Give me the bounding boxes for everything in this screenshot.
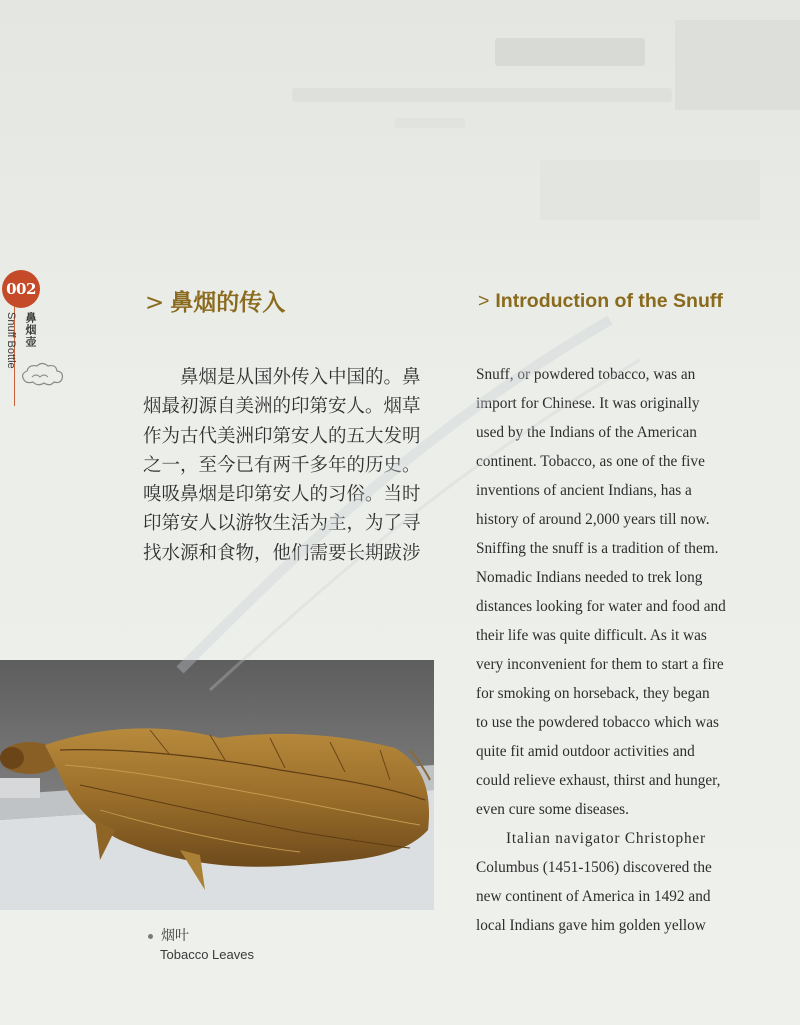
cn-paragraph-line: 找水源和食物，他们需要长期跋涉	[143, 542, 421, 564]
photo-caption-cn	[148, 925, 189, 945]
photo-caption-en: Tobacco Leaves	[160, 947, 254, 962]
cn-paragraph-line: 作为古代美洲印第安人的五大发明	[143, 425, 421, 447]
bullet-dot-icon	[148, 934, 153, 939]
caption-cn-text: 烟叶	[161, 928, 189, 944]
chinese-body-text	[143, 363, 438, 568]
english-section-heading	[478, 290, 723, 313]
en-paragraph-line: for smoking on horseback, they began	[476, 685, 710, 702]
cn-paragraph-line: 之一，至今已有两千多年的历史。	[143, 454, 421, 476]
book-title-en: Snuff Bottle	[5, 312, 17, 369]
tobacco-leaves-photo	[0, 660, 434, 910]
en-paragraph-line: could relieve exhaust, thirst and hunger,	[476, 772, 721, 789]
en-paragraph-line: their life was quite difficult. As it was	[476, 627, 707, 644]
chinese-heading-text: 鼻烟的传入	[170, 290, 286, 316]
bleed-through-text	[540, 160, 760, 220]
chevron-right-icon: >	[478, 290, 490, 312]
english-body-text	[476, 360, 766, 940]
en-paragraph-line: to use the powdered tobacco which was	[476, 714, 719, 731]
en-paragraph-line: inventions of ancient Indians, has a	[476, 482, 692, 499]
en-paragraph-line: distances looking for water and food and	[476, 598, 726, 615]
english-heading-text: Introduction of the Snuff	[495, 290, 723, 312]
en-paragraph-line: Snuff, or powdered tobacco, was an	[476, 366, 696, 383]
en-paragraph-line: quite fit amid outdoor activities and	[476, 743, 695, 760]
cn-paragraph-line: 烟最初源自美洲的印第安人。烟草	[143, 396, 421, 418]
cn-paragraph-line: 印第安人以游牧生活为主，为了寻	[143, 513, 421, 535]
bleed-through-line	[395, 118, 465, 128]
en-paragraph-line: Columbus (1451-1506) discovered the	[476, 859, 712, 876]
chinese-section-heading	[145, 284, 285, 317]
page-number-badge: 002	[2, 270, 40, 308]
en-paragraph-line: even cure some diseases.	[476, 801, 629, 818]
en-paragraph-line: history of around 2,000 years till now.	[476, 511, 710, 528]
en-paragraph-line: new continent of America in 1492 and	[476, 888, 711, 905]
bleed-through-title	[495, 38, 645, 66]
cloud-ornament-icon	[18, 360, 66, 390]
chevron-right-icon: >	[145, 290, 165, 316]
cn-paragraph-line: 嗅吸鼻烟是印第安人的习俗。当时	[143, 484, 421, 506]
bleed-through-subtitle	[292, 88, 672, 102]
en-paragraph-line: very inconvenient for them to start a fire	[476, 656, 724, 673]
tobacco-leaves-illustration	[0, 660, 434, 910]
book-title-cn: 鼻烟壶	[24, 312, 37, 348]
en-paragraph-line: Italian navigator Christopher	[506, 830, 706, 847]
en-paragraph-line: Nomadic Indians needed to trek long	[476, 569, 703, 586]
en-paragraph-line: Sniffing the snuff is a tradition of them.	[476, 540, 719, 557]
cn-paragraph-line: 鼻烟是从国外传入中国的。鼻	[180, 367, 421, 388]
en-paragraph-line: local Indians gave him golden yellow	[476, 917, 706, 934]
en-paragraph-line: import for Chinese. It was originally	[476, 395, 700, 412]
en-paragraph-line: continent. Tobacco, as one of the five	[476, 453, 705, 470]
en-paragraph-line: used by the Indians of the American	[476, 424, 697, 441]
bleed-through-block	[675, 20, 800, 110]
